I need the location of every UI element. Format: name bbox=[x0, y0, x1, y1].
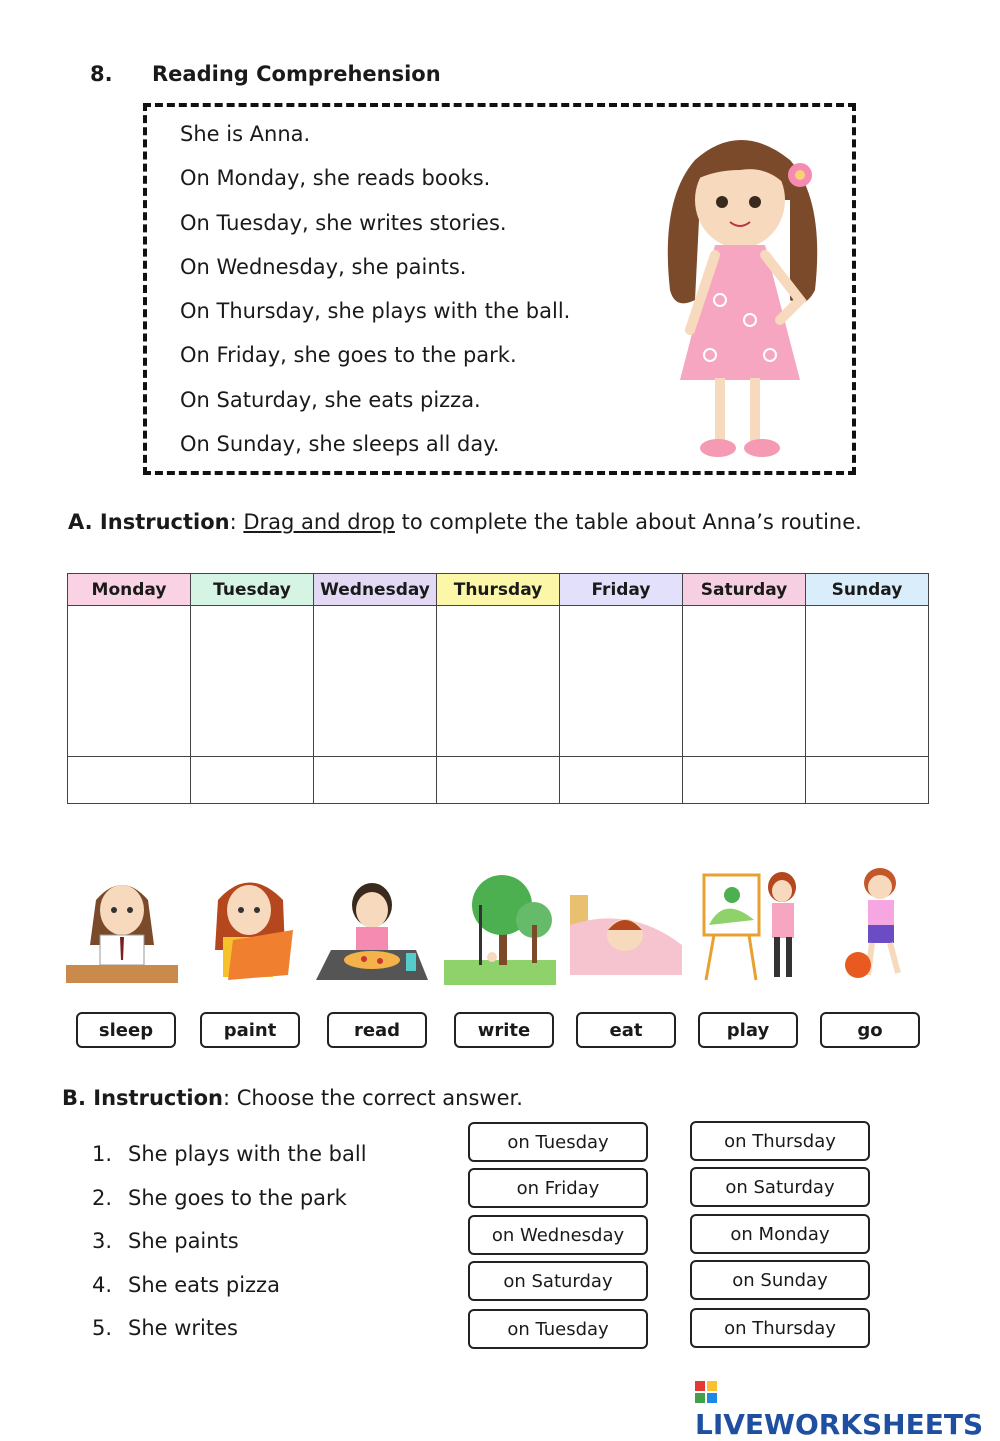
reading-line: On Friday, she goes to the park. bbox=[180, 343, 517, 368]
question-number: 5. bbox=[92, 1316, 113, 1340]
logo-text: LIVEWORKSHEETS bbox=[695, 1408, 984, 1441]
question-item bbox=[92, 1223, 367, 1267]
question-item bbox=[92, 1180, 367, 1224]
word-chip-read[interactable]: read bbox=[327, 1012, 427, 1048]
word-drop-zone[interactable] bbox=[560, 757, 683, 804]
picture-drop-zone[interactable] bbox=[191, 606, 314, 757]
question-number: 3. bbox=[92, 1229, 113, 1253]
word-chip-sleep[interactable]: sleep bbox=[76, 1012, 176, 1048]
picture-drop-zone[interactable] bbox=[437, 606, 560, 757]
answer-option[interactable]: on Wednesday bbox=[468, 1215, 648, 1255]
routine-table bbox=[67, 573, 929, 804]
reading-line: On Wednesday, she paints. bbox=[180, 254, 467, 279]
reading-line: On Thursday, she plays with the ball. bbox=[180, 299, 571, 324]
answer-option[interactable]: on Thursday bbox=[690, 1121, 870, 1161]
answer-option[interactable]: on Tuesday bbox=[468, 1122, 648, 1162]
word-chip-play[interactable]: play bbox=[698, 1012, 798, 1048]
word-drop-zone[interactable] bbox=[437, 757, 560, 804]
anna-illustration bbox=[640, 120, 840, 470]
question-text: She goes to the park bbox=[128, 1185, 347, 1210]
question-number: 1. bbox=[92, 1142, 113, 1166]
day-header-thursday: Thursday bbox=[437, 574, 560, 606]
girl-painting-easel-picture[interactable] bbox=[694, 865, 806, 985]
question-list bbox=[92, 1136, 367, 1354]
word-chip-go[interactable]: go bbox=[820, 1012, 920, 1048]
answer-option[interactable]: on Tuesday bbox=[468, 1309, 648, 1349]
girl-eating-pizza-picture[interactable] bbox=[316, 865, 428, 985]
picture-drop-zone[interactable] bbox=[806, 606, 929, 757]
girl-reading-book-picture[interactable] bbox=[193, 865, 305, 985]
word-chip-write[interactable]: write bbox=[454, 1012, 554, 1048]
park-trees-picture[interactable] bbox=[444, 865, 556, 985]
reading-line: On Saturday, she eats pizza. bbox=[180, 387, 481, 412]
answer-option[interactable]: on Saturday bbox=[690, 1167, 870, 1207]
answer-option[interactable]: on Thursday bbox=[690, 1308, 870, 1348]
word-chip-eat[interactable]: eat bbox=[576, 1012, 676, 1048]
instruction-b-text: : Choose the correct answer. bbox=[222, 1086, 523, 1110]
word-chip-paint[interactable]: paint bbox=[200, 1012, 300, 1048]
word-drop-zone[interactable] bbox=[68, 757, 191, 804]
instruction-a-label: A. Instruction bbox=[68, 510, 230, 534]
word-drop-zone[interactable] bbox=[191, 757, 314, 804]
girl-at-desk-picture[interactable] bbox=[66, 865, 178, 985]
question-item bbox=[92, 1310, 367, 1354]
drag-and-drop-link: Drag and drop bbox=[243, 510, 395, 534]
word-drop-zone[interactable] bbox=[683, 757, 806, 804]
day-header-wednesday: Wednesday bbox=[314, 574, 437, 606]
reading-line: On Monday, she reads books. bbox=[180, 166, 491, 191]
answer-option[interactable]: on Sunday bbox=[690, 1260, 870, 1300]
picture-drop-zone[interactable] bbox=[68, 606, 191, 757]
picture-drop-zone[interactable] bbox=[314, 606, 437, 757]
logo-icon bbox=[695, 1381, 717, 1403]
question-number: 2. bbox=[92, 1185, 113, 1210]
question-number: 4. bbox=[92, 1272, 113, 1297]
girl-sleeping-picture[interactable] bbox=[570, 865, 682, 985]
question-text: She writes bbox=[128, 1316, 238, 1340]
instruction-b bbox=[62, 1086, 523, 1110]
answer-option[interactable]: on Saturday bbox=[468, 1261, 648, 1301]
girl-playing-ball-picture[interactable] bbox=[820, 865, 932, 985]
picture-drop-zone[interactable] bbox=[683, 606, 806, 757]
instruction-b-label: B. Instruction bbox=[62, 1086, 223, 1110]
question-text: She paints bbox=[128, 1229, 239, 1253]
reading-line: On Tuesday, she writes stories. bbox=[180, 210, 507, 235]
day-header-friday: Friday bbox=[560, 574, 683, 606]
answer-option[interactable]: on Monday bbox=[690, 1214, 870, 1254]
liveworksheets-logo bbox=[695, 1375, 1000, 1441]
word-drop-zone[interactable] bbox=[314, 757, 437, 804]
word-drop-zone[interactable] bbox=[806, 757, 929, 804]
reading-line: She is Anna. bbox=[180, 122, 311, 146]
instruction-a: A. Instruction: Drag and drop to complete the table about Anna’s routine. bbox=[68, 510, 862, 534]
day-header-sunday: Sunday bbox=[806, 574, 929, 606]
question-text: She eats pizza bbox=[128, 1272, 280, 1297]
question-item bbox=[92, 1267, 367, 1311]
question-item bbox=[92, 1136, 367, 1180]
question-text: She plays with the ball bbox=[128, 1142, 367, 1166]
answer-option[interactable]: on Friday bbox=[468, 1168, 648, 1208]
day-header-tuesday: Tuesday bbox=[191, 574, 314, 606]
day-header-monday: Monday bbox=[68, 574, 191, 606]
day-header-saturday: Saturday bbox=[683, 574, 806, 606]
section-title: Reading Comprehension bbox=[152, 62, 441, 86]
reading-text bbox=[180, 112, 570, 466]
reading-line: On Sunday, she sleeps all day. bbox=[180, 432, 500, 457]
picture-drop-zone[interactable] bbox=[560, 606, 683, 757]
section-number: 8. bbox=[90, 62, 113, 86]
instruction-a-text: to complete the table about Anna’s routine. bbox=[394, 510, 862, 534]
